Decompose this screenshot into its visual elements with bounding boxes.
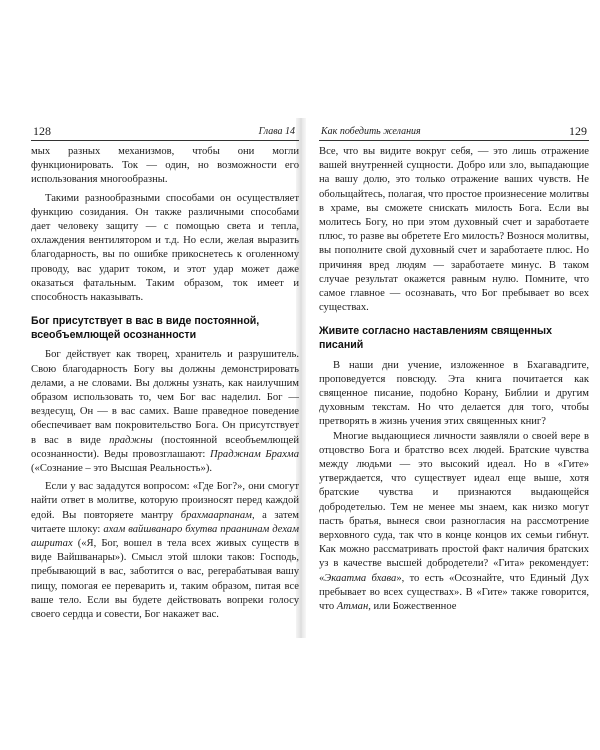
section-heading: Живите согласно наставлениям священных писаний xyxy=(319,325,552,352)
left-page xyxy=(31,122,299,652)
italic-term: брахмаарпанам xyxy=(180,509,252,521)
italic-term: ахам вайшванаро бхутва праанинам дехам ашритах xyxy=(31,523,299,550)
paragraph: Многие выдающиеся личности заявляли о своей вере в отцовство Бога и братство всех людей. Братские чувства между людьми — это высокий идеал. Но в «Гите» утверждается, что существует идеал еще выше, хотя братские чувства и признаются выдающейся добродетелью. Тем не менее мы знаем, как низко могут пасть братья, вынеся свои разногласия на рассмотрение верховного суда, так что в конце концов их семьи гибнут. Как можно рассматривать простой факт наличия братских уз в качестве высшей добродетели? «Гита» рекомендует: «Экаатма бхава», то есть «Осознайте, что Единый Дух пребывает во всех существах». В «Гите» также говорится, что Атман, или Божественное xyxy=(319,430,589,613)
left-page-number: 128 xyxy=(33,124,51,138)
italic-term: Атман xyxy=(336,601,369,613)
left-page-header xyxy=(31,122,299,141)
paragraph: мых разных механизмов, чтобы они могли функционировать. Ток — один, но возможности его использования многообразны. xyxy=(31,146,299,186)
right-page-text xyxy=(319,145,589,614)
left-running-head: Глава 14 xyxy=(258,126,295,137)
right-running-head: Как победить желания xyxy=(321,126,421,137)
right-page-number: 129 xyxy=(569,124,587,138)
paragraph: Такими разнообразными способами он осуществляет функцию созидания. Он также различными способами дает человеку защиту — с помощью света и тепла, охлаждения вентилятором и т.д. Но если, желая выразить благодарность, вы по ошибке прикоснетесь к оголенному проводу, вас ударит током, и этот удар может даже оказаться фатальным. Таким образом, ток имеет и способность наказывать. xyxy=(31,192,299,304)
paragraph: В наши дни учение, изложенное в Бхагавадгите, проповедуется повсюду. Эта книга почитается как священное писание, подобно Корану, Библии и другим духовным текстам. Но что делается для того, чтобы претворять в жизнь учения этих священных книг? xyxy=(319,359,589,428)
right-page xyxy=(319,122,589,652)
paragraph: Бог действует как творец, хранитель и разрушитель. Свою благодарность Богу вы должны демонстрировать делами, а не словами. Вы должны узнать, как наилучшим образом использовать то, чем Бог вас наделил. Бог — вездесущ, Он — в вас самих. Ваше праведное поведение обеспечивает вам покровительство Бога. Он присутствует в вас в виде праджны (постоянной всеобъемлющей осознанности). Веды провозглашают: Праджнам Брахма («Сознание – это Высшая Реальность»). xyxy=(31,349,299,475)
italic-term: праджны xyxy=(109,434,153,446)
italic-term: Экаатма бхава xyxy=(324,572,397,584)
left-page-text xyxy=(31,145,299,622)
section-heading: Бог присутствует в вас в виде постоянной, всеобъемлющей осознанности xyxy=(31,315,260,341)
paragraph: Если у вас зададутся вопросом: «Где Бог?», они смогут найти ответ в молитве, которую произносят перед каждой едой. Вы повторяете мантру брахмаарпанам, а затем читаете шлоку: ахам вайшванаро бхутва праанинам дехам ашритах («Я, Бог, вошел в тела всех живых существ в виде Вайшванары»). Смысл этой шлоки таков: Господь, пребывающий в вас, заботится о вас, perерабатывая вашу пищу, помогая ее переварить и, таким образом, питая все ваше тело. Если вы будете действовать вопреки голосу своего сердца и совести, Бог накажет вас. xyxy=(31,481,299,621)
italic-term: Праджнам Брахма xyxy=(209,448,299,460)
right-page-header xyxy=(319,122,589,141)
paragraph: Все, что вы видите вокруг себя, — это лишь отражение вашей внутренней сущности. Добро или зло, выпадающие на вашу долю, это только отражение ваших чувств. Не обольщайтесь, полагая, что простое произнесение молитвы в храме, вы сможете снискать милость Бога. Если вы молитесь Богу, но при этом духовный счет и заработаете плюс, то разве вы обретете Его милость? Вознося молитвы, вы пополните свой духовный счет и заработаете плюс. Но причиняя вред людям — заработаете минус. В таком случае результат окажется равным нулю. Помните, что самое главное — осознавать, что Бог пребывает во всех существах. xyxy=(319,146,589,314)
